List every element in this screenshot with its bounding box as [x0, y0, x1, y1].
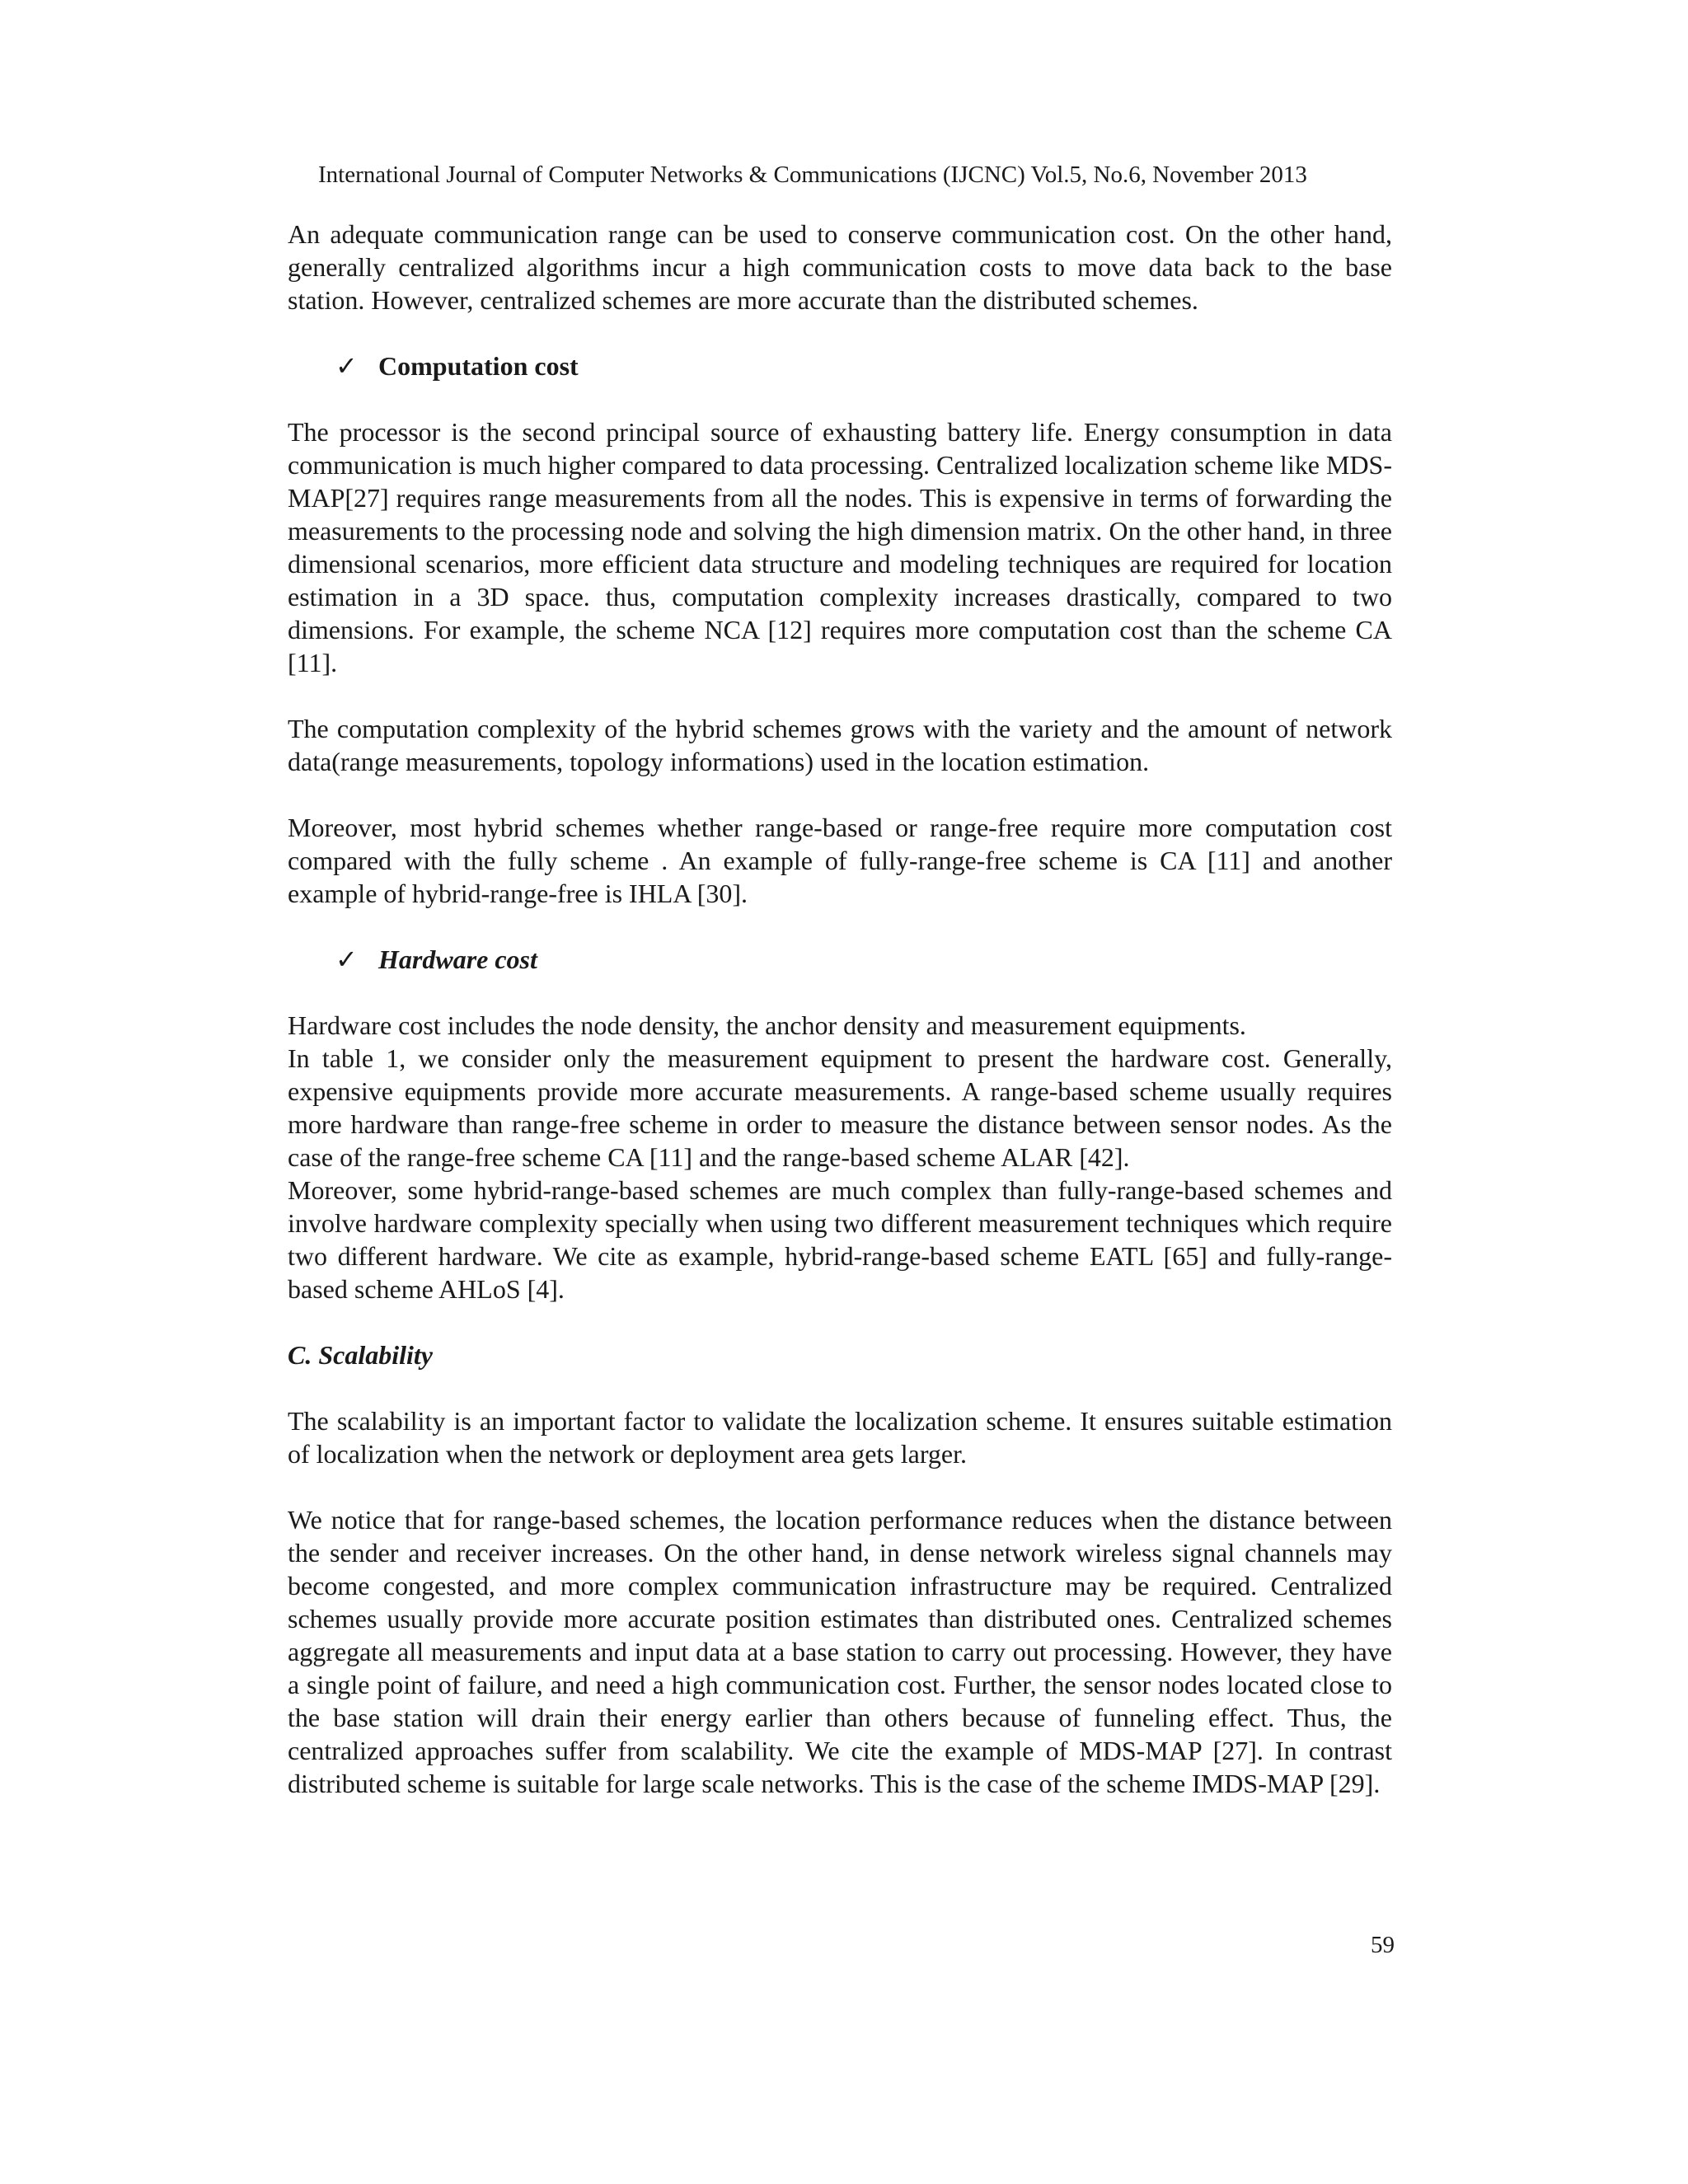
hardware-paragraph-2: In table 1, we consider only the measurement equipment to present the hardware cost. Generally, expensive equipments provide more accurate measurements. A range-based scheme usually requires more hardware than range-free scheme in order to measure the distance between sensor nodes. As the case of the range-free scheme CA [11] and the range-based scheme ALAR [42]. [288, 1043, 1392, 1172]
hardware-paragraph-3: Moreover, some hybrid-range-based schemes are much complex than fully-range-based schemes and involve hardware complexity specially when using two different measurement techniques which require two different hardware. We cite as example, hybrid-range-based scheme EATL [65] and fully-range-based scheme AHLoS [4]. [288, 1175, 1392, 1304]
computation-paragraph-1: The processor is the second principal source of exhausting battery life. Energy consumption in data communication is much higher compared to data processing. Centralized localization scheme like MDS-MAP[27] requires range measurements from all the nodes. This is expensive in terms of forwarding the measurements to the processing node and solving the high dimension matrix. On the other hand, in three dimensional scenarios, more efficient data structure and modeling techniques are required for location estimation in a 3D space. thus, computation complexity increases drastically, compared to two dimensions. For example, the scheme NCA [12] requires more computation cost than the scheme CA [11]. [288, 417, 1392, 677]
checkmark-icon: ✓ [335, 351, 358, 381]
main-content [288, 218, 1392, 1800]
scalability-paragraph-2: We notice that for range-based schemes, the location performance reduces when the distance between the sender and receiver increases. On the other hand, in dense network wireless signal channels may become congested, and more complex communication infrastructure may be required. Centralized schemes usually provide more accurate position estimates than distributed ones. Centralized schemes aggregate all measurements and input data at a base station to carry out processing. However, they have a single point of failure, and need a high communication cost. Further, the sensor nodes located close to the base station will drain their energy earlier than others because of funneling effect. Thus, the centralized approaches suffer from scalability. We cite the example of MDS-MAP [27]. In contrast distributed scheme is suitable for large scale networks. This is the case of the scheme IMDS-MAP [29]. [288, 1505, 1392, 1798]
computation-cost-heading [288, 349, 1392, 382]
hardware-cost-heading [288, 943, 1392, 976]
running-header: International Journal of Computer Networks & Communications (IJCNC) Vol.5, No.6, November 2013 [318, 162, 1307, 188]
checkmark-icon: ✓ [335, 944, 358, 974]
hardware-cost-label: Hardware cost [378, 944, 537, 974]
scalability-paragraph-1: The scalability is an important factor to validate the localization scheme. It ensures suitable estimation of localization when the network or deployment area gets larger. [288, 1406, 1392, 1469]
page-number: 59 [1371, 1932, 1395, 1958]
intro-paragraph: An adequate communication range can be used to conserve communication cost. On the other hand, generally centralized algorithms incur a high communication costs to move data back to the base station. However, centralized schemes are more accurate than the distributed schemes. [288, 219, 1392, 315]
scalability-section-heading: C. Scalability [288, 1340, 433, 1370]
computation-paragraph-3: Moreover, most hybrid schemes whether range-based or range-free require more computation cost compared with the fully scheme . An example of fully-range-free scheme is CA [11] and another example of hybrid-range-free is IHLA [30]. [288, 813, 1392, 908]
hardware-paragraph-1: Hardware cost includes the node density, the anchor density and measurement equipments. [288, 1010, 1246, 1040]
computation-cost-label: Computation cost [378, 351, 579, 381]
computation-paragraph-2: The computation complexity of the hybrid schemes grows with the variety and the amount of network data(range measurements, topology informations) used in the location estimation. [288, 714, 1392, 776]
